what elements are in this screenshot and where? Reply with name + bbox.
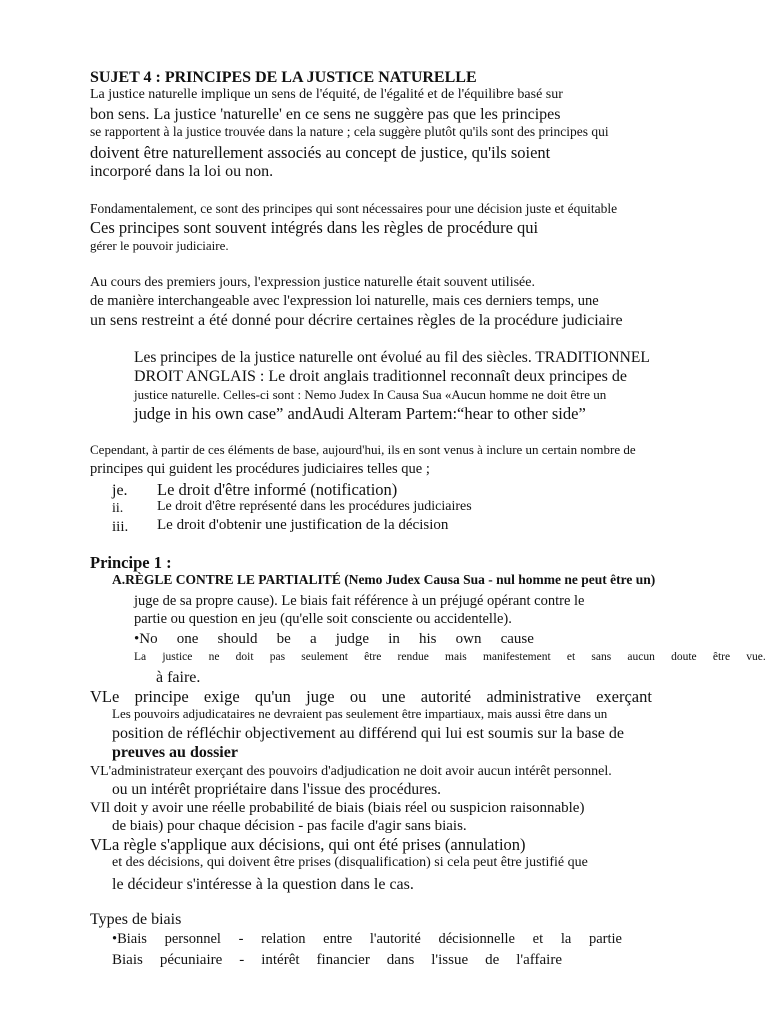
justified-line: VLe principe exige qu'un juge ou une autorité administrative exerçant xyxy=(90,687,652,706)
text-line: DROIT ANGLAIS : Le droit anglais traditionnel reconnaît deux principes de xyxy=(134,368,627,385)
text-line: gérer le pouvoir judiciaire. xyxy=(90,238,229,253)
text-line: preuves au dossier xyxy=(112,744,238,761)
text-line: Au cours des premiers jours, l'expression justice naturelle était souvent utilisée. xyxy=(90,275,535,290)
list-marker: je. xyxy=(112,482,128,499)
text-line: incorporé dans la loi ou non. xyxy=(90,163,274,180)
text-line: et des décisions, qui doivent être prises (disqualification) si cela peut être justifié que xyxy=(112,855,588,870)
list-text: Le droit d'obtenir une justification de la décision xyxy=(157,517,449,533)
text-line: bon sens. La justice 'naturelle' en ce sens ne suggère pas que les principes xyxy=(90,106,561,123)
justified-line: La justice ne doit pas seulement être rendue mais manifestement et sans aucun doute être vue. xyxy=(134,651,766,663)
justified-line: Biais pécuniaire - intérêt financier dans l'issue de l'affaire xyxy=(112,952,562,968)
section-heading: Principe 1 : xyxy=(90,553,172,572)
text-line: principes qui guident les procédures judiciaires telles que ; xyxy=(90,461,430,477)
text-line: un sens restreint a été donné pour décrire certaines règles de la procédure judiciaire xyxy=(90,312,623,329)
text-line: juge de sa propre cause). Le biais fait référence à un préjugé opérant contre le xyxy=(134,593,585,609)
text-line: Cependant, à partir de ces éléments de base, aujourd'hui, ils en sont venus à inclure un certain nombre de xyxy=(90,442,636,457)
types-heading: Types de biais xyxy=(90,911,182,928)
text-line: se rapportent à la justice trouvée dans la nature ; cela suggère plutôt qu'ils sont des principes qui xyxy=(90,124,609,139)
text-line: ou un intérêt propriétaire dans l'issue des procédures. xyxy=(112,781,442,798)
text-line: VLa règle s'applique aux décisions, qui ont été prises (annulation) xyxy=(90,835,526,854)
justified-line: •Biais personnel - relation entre l'autorité décisionnelle et la partie xyxy=(112,931,622,947)
text-line: judge in his own case” andAudi Alteram Partem:“hear to other side” xyxy=(134,404,586,423)
text-line: Les principes de la justice naturelle ont évolué au fil des siècles. TRADITIONNEL xyxy=(134,349,650,366)
rule-heading: A.RÈGLE CONTRE LE PARTIALITÉ (Nemo Judex Causa Sua - nul homme ne peut être un) xyxy=(112,572,656,587)
text-line: position de réfléchir objectivement au différend qui lui est soumis sur la base de xyxy=(112,725,625,742)
list-marker: ii. xyxy=(112,501,124,516)
text-line: VL'administrateur exerçant des pouvoirs d'adjudication ne doit avoir aucun intérêt personnel. xyxy=(90,764,612,779)
text-line: Fondamentalement, ce sont des principes qui sont nécessaires pour une décision juste et équitable xyxy=(90,201,618,216)
list-text: Le droit d'être informé (notification) xyxy=(157,480,398,499)
text-line: le décideur s'intéresse à la question dans le cas. xyxy=(112,876,414,893)
text-line: justice naturelle. Celles-ci sont : Nemo Judex In Causa Sua «Aucun homme ne doit être un xyxy=(134,387,607,402)
page-title: SUJET 4 : PRINCIPES DE LA JUSTICE NATURELLE xyxy=(90,69,477,86)
text-line: à faire. xyxy=(156,669,201,686)
text-line: de manière interchangeable avec l'expression loi naturelle, mais ces derniers temps, une xyxy=(90,293,599,309)
text-line: Les pouvoirs adjudicataires ne devraient pas seulement être impartiaux, mais aussi être dans un xyxy=(112,706,608,721)
text-line: Ces principes sont souvent intégrés dans les règles de procédure qui xyxy=(90,218,539,237)
text-line: VIl doit y avoir une réelle probabilité de biais (biais réel ou suspicion raisonnable) xyxy=(90,800,585,816)
text-line: doivent être naturellement associés au concept de justice, qu'ils soient xyxy=(90,143,551,162)
list-text: Le droit d'être représenté dans les procédures judiciaires xyxy=(157,499,472,514)
bullet-line: •No one should be a judge in his own cause xyxy=(134,631,534,647)
text-line: de biais) pour chaque décision - pas facile d'agir sans biais. xyxy=(112,818,467,834)
list-marker: iii. xyxy=(112,519,129,535)
text-line: La justice naturelle implique un sens de l'équité, de l'égalité et de l'équilibre basé sur xyxy=(90,87,563,102)
text-line: partie ou question en jeu (qu'elle soit consciente ou accidentelle). xyxy=(134,611,512,627)
